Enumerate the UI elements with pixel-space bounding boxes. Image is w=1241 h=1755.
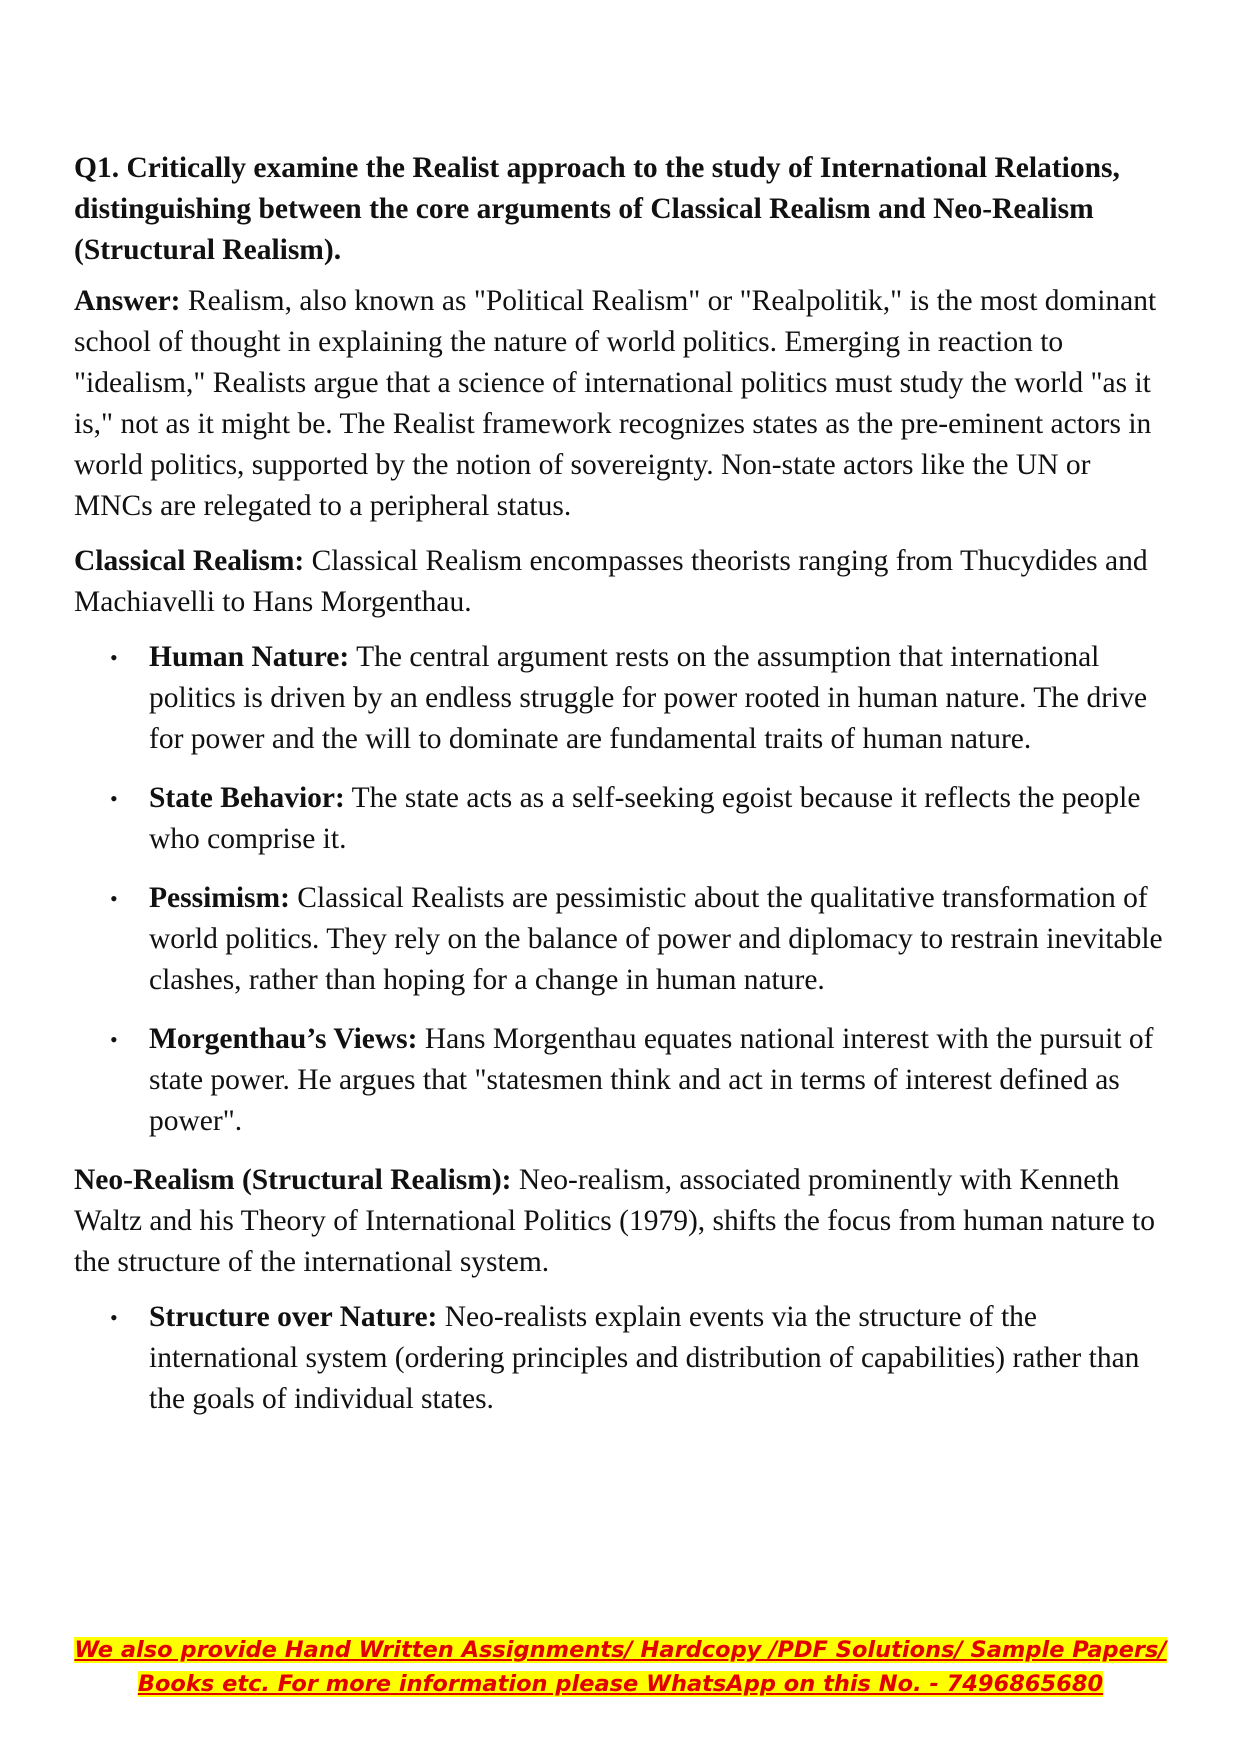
classical-realism-label: Classical Realism: — [74, 545, 305, 577]
bullet-icon: • — [110, 886, 118, 911]
neo-realism-text: Neo-realism, associated prominently with Kenneth Waltz and his Theory of International Politics (1979), shifts the focus from human nature to the structure of the international system. — [74, 1164, 1155, 1278]
classical-realism-paragraph — [74, 541, 1169, 623]
list-item-label: Morgenthau’s Views: — [149, 1023, 418, 1055]
answer-paragraph — [74, 281, 1169, 527]
list-item-text: Classical Realists are pessimistic about the qualitative transformation of world politics. They rely on the balance of power and diplomacy to restrain inevitable clashes, rather than hoping for a change in human nature. — [149, 882, 1163, 996]
classical-realism-text: Classical Realism encompasses theorists ranging from Thucydides and Machiavelli to Hans Morgenthau. — [74, 545, 1148, 618]
list-item — [74, 778, 1169, 860]
bullet-icon: • — [110, 1027, 118, 1052]
bullet-icon: • — [110, 1305, 118, 1330]
neo-realism-list — [74, 1297, 1169, 1420]
list-item-label: Pessimism: — [149, 882, 290, 914]
list-item-label: Human Nature: — [149, 641, 350, 673]
list-item-text: Hans Morgenthau equates national interest with the pursuit of state power. He argues that "statesmen think and act in terms of interest defined as power". — [149, 1023, 1154, 1137]
bullet-icon: • — [110, 645, 118, 670]
list-item — [74, 1019, 1169, 1142]
list-item — [74, 637, 1169, 760]
list-item-text: Neo-realists explain events via the structure of the international system (ordering principles and distribution of capabilities) rather than the goals of individual states. — [149, 1301, 1140, 1415]
question-heading: Q1. Critically examine the Realist approach to the study of International Relations, distinguishing between the core arguments of Classical Realism and Neo-Realism (Structural Realism). — [74, 152, 1120, 266]
neo-realism-label: Neo-Realism (Structural Realism): — [74, 1164, 512, 1196]
promo-line-2: Books etc. For more information please WhatsApp on this No. - 7496865680 — [137, 1671, 1104, 1697]
list-item-text: The central argument rests on the assumption that international politics is driven by an endless struggle for power rooted in human nature. The drive for power and the will to dominate are fundamental traits of human nature. — [149, 641, 1148, 755]
promo-footer — [0, 1633, 1241, 1701]
list-item-text: The state acts as a self-seeking egoist because it reflects the people who comprise it. — [149, 782, 1141, 855]
neo-realism-paragraph — [74, 1160, 1169, 1283]
answer-text: Realism, also known as "Political Realism" or "Realpolitik," is the most dominant school of thought in explaining the nature of world politics. Emerging in reaction to "idealism," Realists argue that a science of international politics must study the world "as it is," not as it might be. The Realist framework recognizes states as the pre-eminent actors in world politics, supported by the notion of sovereignty. Non-state actors like the UN or MNCs are relegated to a peripheral status. — [74, 285, 1157, 522]
list-item-label: Structure over Nature: — [149, 1301, 438, 1333]
answer-label: Answer: — [74, 285, 181, 317]
promo-line-1: We also provide Hand Written Assignments/ Hardcopy /PDF Solutions/ Sample Papers/ — [74, 1637, 1167, 1663]
classical-realism-list — [74, 637, 1169, 1142]
bullet-icon: • — [110, 786, 118, 811]
list-item-label: State Behavior: — [149, 782, 345, 814]
list-item — [74, 1297, 1169, 1420]
list-item — [74, 878, 1169, 1001]
document-page — [74, 148, 1169, 1438]
